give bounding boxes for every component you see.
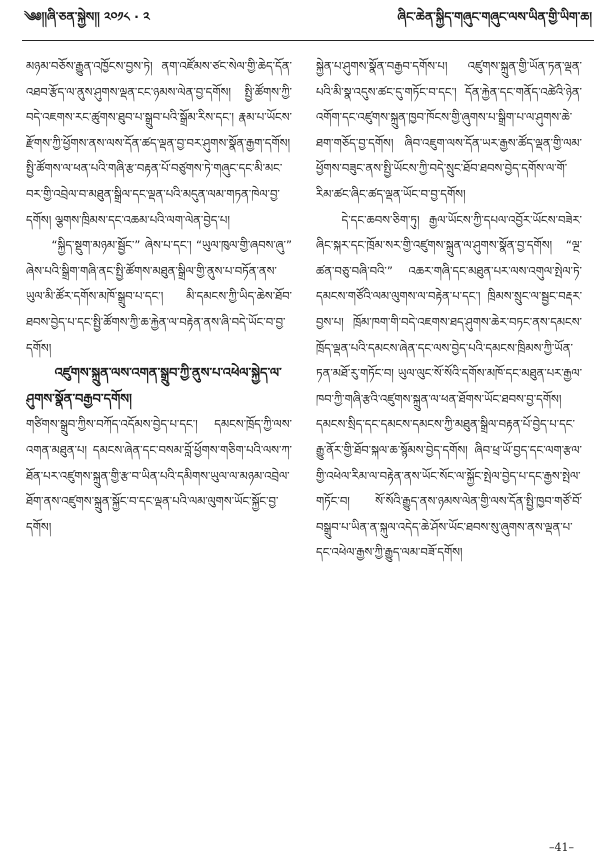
paragraph: གཙིགས་སྒྲུབ་ཀྱིས་བཀོད་འདོམས་བྱེད་པ་དང་། དམངས་ཁྲོད་ཀྱི་ལས་འགན་མཐུན་པ། དམངས་ཞེན་དང་བསམ་བློ་ཕྱོགས་གཅིག་པའི་ལས་ཀ་ཐོན་པར་འཛུགས་སྐྲུན་གྱི་རྩ་བ་ཡིན་པའི་དམིགས་ཡུལ་ལ་མཉམ་འབྲེལ་ཐོག་ནས་འཛུགས་སྐྲུན་སྐྱོང་བ་དང་ལྡན་པའི་ལམ་ལུགས་ཡོང་སྐྱོང་བྱ་དགོས། — [26, 417, 292, 534]
paragraph: སྐྱེན་པ་ཤུགས་སྣོན་བརྒྱབ་དགོས་པ། འཛུགས་སྐྲུན་གྱི་ཡོན་ཏན་ལྡན་པའི་མི་སྣ་འདུས་ཚང་དུ་གཏོང་བ་དང་། དོན་རྐྱེན་དང་གནོད་འཚེའི་ཉེན་འགོག་དང་འཛུགས་སྐྲུན་ཁྱབ་ཁོངས་གྱི་ཞུགས་པ་སྒྲིག་པ་ལ་ཤུགས་ཆེ་ཐག་གཅོད་བྱ་དགོས། ཞིབ་འཇུག་ལས་དོན་ཡར་རྒྱས་ཚོད་ལྡན་གྱི་ལམ་ཕྱོགས་བཟུང་ནས་སྤྱི་ཡོངས་ཀྱི་བདེ་སྲུང་ཐོབ་ཐབས་བྱེད་དགོས་ལ་གོ་རིམ་ཚང་ཞིང་ཚད་ལྡན་ཡོང་བ་བྱ་དགོས། — [316, 59, 582, 201]
paragraph: མཉམ་བཅོས་རྒྱུན་འཁྱོངས་བྱས་ཏེ། ནག་འཛོམས་ཙང་སེལ་གྱི་ཆེད་དོན་འཐབ་རྩོད་ལ་ནུས་ཤུགས་ལྡན་ངང་ཉམས་ལེན་བྱ་དགོས། སྤྱི་ཚོགས་ཀྱི་བདེ་འཇགས་རང་ཚུགས་ཐུབ་པ་སྒྲུབ་པའི་སྒྲོམ་རིས་དང་། རྣམ་པ་ཡོངས་རྫོགས་ཀྱི་ཕྱོགས་ནས་ལས་དོན་ཚད་ལྡན་བྱ་བར་ཤུགས་སྣོན་རྒྱག་དགོས། སྤྱི་ཚོགས་ལ་ཕན་པའི་གཞི་རྩ་བརྟན་པོ་བཙུགས་ཏེ་གཞུང་དང་མི་མང་བར་གྱི་འབྲེལ་བ་མཐུན་སྒྲིལ་དང་ལྡན་པའི་མདུན་ལམ་གཏན་ཁེལ་བྱ་དགོས། ལྕགས་ཁྲིམས་དང་འཆམ་པའི་ལག་ལེན་བྱེད་པ། — [26, 59, 292, 227]
left-column — [26, 54, 292, 824]
section-heading — [26, 361, 292, 412]
page-header — [24, 9, 592, 38]
section-heading-lead: འཛུགས་སྐྲུན་ལས་འགན་སྒྲུབ་ཀྱི་ནུས་པ་འཕེལ་སྐྱེད་ — [54, 366, 270, 382]
paragraph: “སྐྱིད་སྡུག་མཉམ་སྦྱོང་” ཞེས་པ་དང་། “ཡུལ་ཁུལ་གྱི་ཞབས་ཞུ་” ཞེས་པའི་སྒྲིག་གཞི་ནང་སྤྱི་ཚོགས་མཐུན་སྒྲིལ་གྱི་ནུས་པ་བཏོན་ནས་ཡུལ་མི་ཚོར་དགོས་མཁོ་སྒྲུབ་པ་དང་། མི་དམངས་ཀྱི་ཡིད་ཆེས་ཐོབ་ཐབས་བྱེད་པ་དང་སྤྱི་ཚོགས་ཀྱི་ཆ་རྐྱེན་ལ་བརྟེན་ནས་ཞི་བདེ་ཡོང་བ་བྱ་དགོས། — [26, 238, 292, 355]
header-rule — [22, 40, 594, 41]
section-heading-continuation: ལ་ཤུགས་སྣོན་བརྒྱབ་དགོས། — [26, 366, 282, 407]
page-number: –41– — [549, 841, 574, 854]
section-title: ཞིང་ཆེན་སྐྱིད་གཞུང་གཞུང་ལས་ཡིན་གྱི་ཡིག་ཆ། — [397, 9, 592, 24]
right-column — [316, 54, 582, 824]
journal-title: ༄༅།།ཞི་ཅན་སྐྱེས།། ༢༠༡༨ · ༢ — [24, 9, 150, 24]
paragraph: དེ་དང་ཆབས་ཅིག་ཏུ། རྒྱལ་ཡོངས་ཀྱི་དཔལ་འབྱོར་ཡོངས་བཟེར་ཞིང་སྐར་དང་ཁྲོམ་སར་གྱི་འཛུགས་སྐྲུན་ལ་ཤུགས་སྣོན་བྱ་དགོས། “ལྔ་ཚན་བཅུ་བཞི་བའི་” འཆར་གཞི་དང་མཐུན་པར་ལས་འགུལ་སྤེལ་ཏེ་དམངས་གཙོའི་ལམ་ལུགས་ལ་བརྟེན་པ་དང་། ཁྲིམས་སྲུང་ལ་སྦྱང་བརྡར་བྱས་པ། ཁྲོམ་ཁག་གི་བདེ་འཇགས་ཐད་ཤུགས་ཆེར་བཏང་ནས་དམངས་ཁྲོད་ལྡན་པའི་དམངས་ཞེན་དང་ལས་བྱེད་པའི་དམངས་ཁྲིམས་ཀྱི་ཡོན་ཏན་མཐོ་རུ་གཏོང་བ། ཡུལ་ལུང་སོ་སོའི་དགོས་མཁོ་དང་མཐུན་པར་རྒྱལ་ཁབ་ཀྱི་གཞི་རྩའི་འཛུགས་སྐྲུན་ལ་ཕན་ཐོགས་ཡོང་ཐབས་བྱ་དགོས། དམངས་སྲིད་དང་དམངས་དམངས་ཀྱི་མཐུན་སྒྲིལ་བརྟན་པོ་བྱེད་པ་དང་རྒྱུ་ནོར་གྱི་ཐོབ་སྐལ་ཆ་སྙོམས་བྱེད་དགོས། ཞིབ་ཕྲ་ཡོ་བྱད་དང་ལག་རྩལ་གྱི་འཕེལ་རིམ་ལ་བརྟེན་ནས་ཡོང་སོང་ལ་སྐྱོང་སྤེལ་བྱེད་པ་དང་རྒྱས་སྤེལ་གཏོང་བ། སོ་སོའི་རྒྱུད་ནས་ཉམས་ལེན་གྱི་ལས་དོན་སྤྱི་ཁྱབ་གཙོ་བོ་བསྒྲུབ་པ་ཡིན་ན་སྐུལ་འདེད་ཆེ་ཤོས་ཡོང་ཐབས་སུ་ཞུགས་ནས་ལྡན་པ་དང་འཕེལ་རྒྱས་ཀྱི་རྒྱུད་ལམ་བཟོ་དགོས། — [316, 212, 582, 560]
